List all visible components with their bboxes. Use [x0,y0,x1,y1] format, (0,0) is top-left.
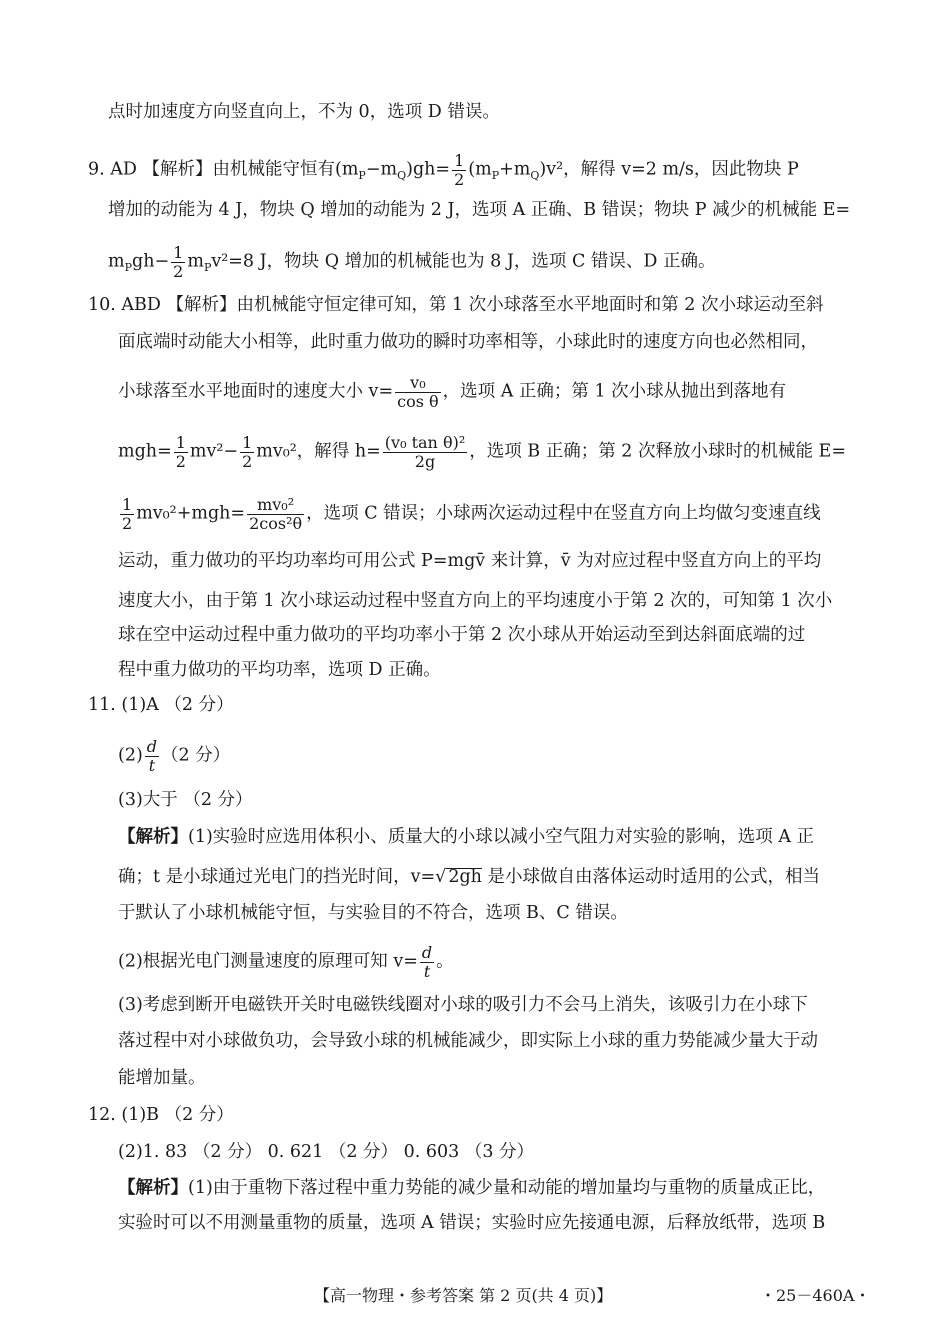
fraction: $\frac{\text{mv₀²}}{\text{2cos²θ}}$ [249,495,303,533]
q11-line-1: 11. (1)A （2 分） [88,695,234,715]
fraction: $\frac{1}{2}$ [242,433,253,471]
q11-line-5: 确；t 是小球通过光电门的挡光时间，v=√ 2gh 是小球做自由落体运动时适用的公式，相当 [118,867,820,887]
q10-line-9: 程中重力做功的平均功率，选项 D 正确。 [118,660,441,680]
fraction: $\frac{1}{2}$ [454,151,465,189]
q11-line-7: (2)根据光电门测量速度的原理可知 v= $\frac{d}{t}$ 。 [118,943,454,981]
doc-code: ・25－460A・ [760,1286,871,1305]
q10-line-5: $\frac{1}{2}$ mv₀²+mgh= $\frac{\text{mv₀²}}{\text{2cos²θ}}$ ，选项 C 错误；小球两次运动过程中在竖直方向上均做匀变速直线 [122,495,821,533]
page-footer: 【高一物理・参考答案 第 2 页(共 4 页)】 [314,1286,613,1305]
q9-line-3: $m_Pgh-$ $\frac{1}{2}$ $m_Pv^2=8$ J，物块 Q 增加的机械能也为 8 J，选项 C 错误、D 正确。 [108,243,716,281]
q11-line-2: (2) $\frac{d}{t}$ （2 分） [118,737,231,775]
q11-line-10: 能增加量。 [118,1068,206,1088]
fraction: $\frac{\text{(v₀ tan θ)²}}{2g}$ [384,433,466,471]
q12-line-3: 【解析】(1)由于重物下落过程中重力势能的减少量和动能的增加量均与重物的质量成正比， [118,1178,826,1198]
q10-line-8: 球在空中运动过程中重力做功的平均功率小于第 2 次小球从开始运动至到达斜面底端的过 [118,625,806,645]
q11-line-8: (3)考虑到断开电磁铁开关时电磁铁线圈对小球的吸引力不会马上消失，该吸引力在小球下 [118,995,808,1015]
q10-line-3: 小球落至水平地面时的速度大小 v= $\frac{\text{v₀}}{\text{cos θ}}$ ，选项 A 正确；第 1 次小球从抛出到落地有 [118,373,787,411]
q12-line-4: 实验时可以不用测量重物的质量，选项 A 错误；实验时应先接通电源，后释放纸带，选项 B [118,1213,826,1233]
fraction: $\frac{1}{2}$ [173,243,184,281]
q12-line-2: (2)1. 83 （2 分） 0. 621 （2 分） 0. 603 （3 分） [118,1142,535,1162]
q11-line-6: 于默认了小球机械能守恒，与实验目的不符合，选项 B、C 错误。 [118,903,628,923]
fraction: $\frac{1}{2}$ [122,495,133,533]
q12-line-1: 12. (1)B （2 分） [88,1105,234,1125]
q10-line-1: 10. ABD 【解析】由机械能守恒定律可知，第 1 次小球落至水平地面时和第 2 次小球运动至斜 [88,295,824,315]
fraction: $\frac{d}{t}$ [421,943,433,981]
q11-line-3: (3)大于 （2 分） [118,790,253,810]
q10-line-2: 面底端时动能大小相等，此时重力做功的瞬时功率相等，小球此时的速度方向也必然相同， [118,332,818,352]
fraction: $\frac{1}{2}$ [175,433,186,471]
q9-line-2: 增加的动能为 4 J，物块 Q 增加的动能为 2 J，选项 A 正确、B 错误；物块 P 减少的机械能 E= [108,200,851,220]
q11-line-9: 落过程中对小球做负功，会导致小球的机械能减少，即实际上小球的重力势能减少量大于动 [118,1031,818,1051]
q9-line-1: 9. AD 【解析】由机械能守恒有$(m_P-m_Q)gh=$ $\frac{1}{2}$ $(m_P+m_Q)v^2$，解得 v=2 m/s，因此物块 P [88,151,799,189]
text-line: 点时加速度方向竖直向上，不为 0，选项 D 错误。 [108,102,500,122]
q10-line-7: 速度大小，由于第 1 次小球运动过程中竖直方向上的平均速度小于第 2 次的，可知第 1 次小 [118,591,833,611]
q10-line-6: 运动，重力做功的平均功率均可用公式 P=mgv̄ 来计算，v̄ 为对应过程中竖直方向上的平均 [118,551,822,571]
fraction: $\frac{\text{v₀}}{\text{cos θ}}$ [397,373,439,411]
fraction: $\frac{d}{t}$ [146,737,158,775]
q11-line-4: 【解析】(1)实验时应选用体积小、质量大的小球以减小空气阻力对实验的影响，选项 A 正 [118,827,815,847]
q10-line-4: mgh= $\frac{1}{2}$ mv²− $\frac{1}{2}$ mv₀²，解得 h= $\frac{\text{(v₀ tan θ)²}}{2g}$ ，选项 B 正确；第 2 次释放小球时的机械能 E= [118,433,846,471]
